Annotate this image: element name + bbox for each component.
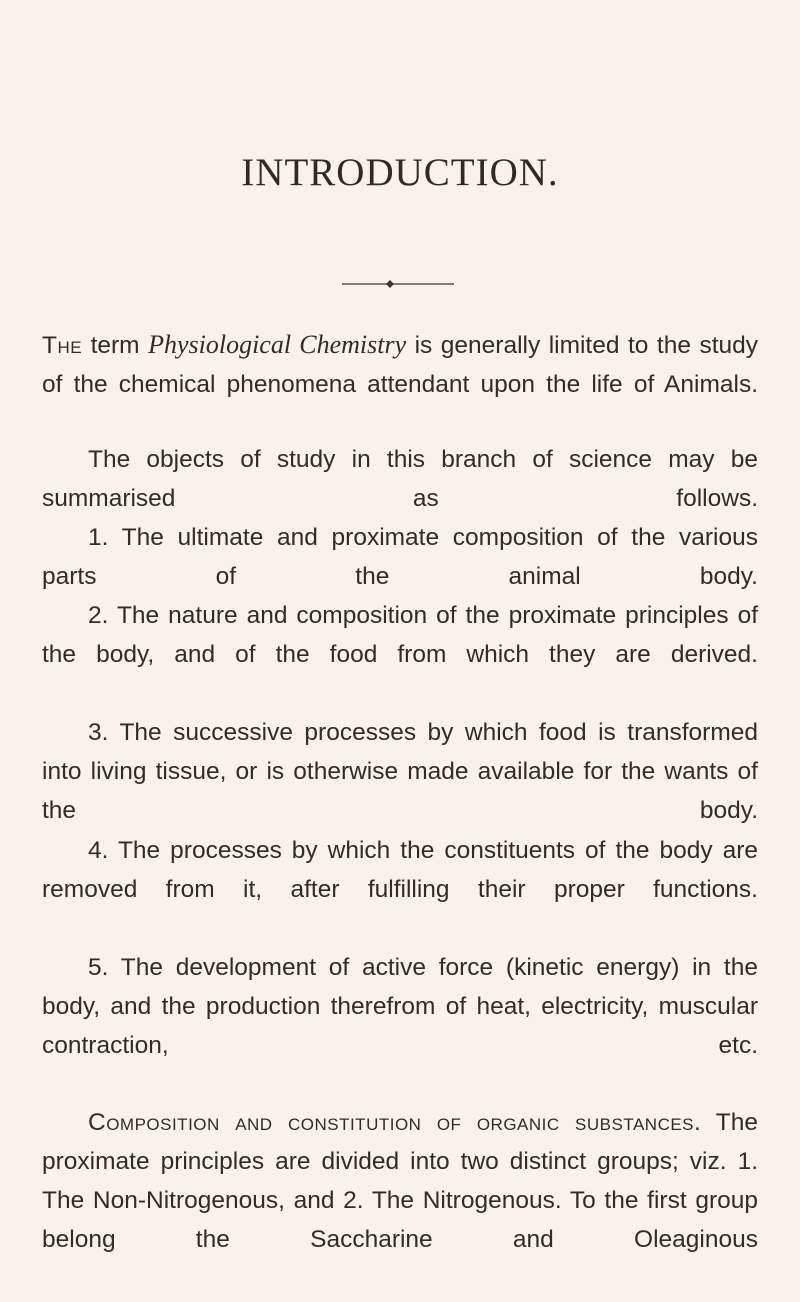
- list-item-3: [42, 713, 758, 830]
- text-segment: term: [82, 332, 149, 359]
- list-item-4: [42, 831, 758, 909]
- list-item-2: [42, 596, 758, 674]
- divider-ornament: [342, 278, 454, 290]
- section-body: The proximate principles are divided into two distinct groups; viz. 1. The Non-Nitrogenous, and 2. The Nitrogenous. To the first group belong the Saccharine and Oleaginous: [42, 1109, 758, 1253]
- page-title: INTRODUCTION.: [241, 151, 559, 194]
- lead-word: The: [42, 332, 83, 359]
- list-item-text: 2. The nature and composition of the proximate principles of the body, and of the food from which they are derived.: [42, 602, 758, 668]
- paragraph-text: The objects of study in this branch of science may be summarised as follows.: [42, 446, 758, 512]
- paragraph-objects: [42, 440, 758, 518]
- term-italic: Physiological Chemistry: [148, 330, 407, 359]
- list-item-text: 1. The ultimate and proximate composition of the various parts of the animal body.: [42, 524, 758, 590]
- section-heading: Composition and constitution of organic substances.: [88, 1109, 702, 1136]
- paragraph-composition: [42, 1103, 758, 1259]
- text-segment: is generally limited to the study of the chemical phenomena attendant upon the life of Animals.: [42, 332, 759, 398]
- list-item-text: 4. The processes by which the constituents of the body are removed from it, after fulfilling their proper functions.: [42, 837, 758, 903]
- list-item-text: 3. The successive processes by which food is transformed into living tissue, or is otherwise made available for the wants of the body.: [42, 719, 758, 824]
- list-item-text: 5. The development of active force (kinetic energy) in the body, and the production therefrom of heat, electricity, muscular contraction, etc.: [42, 954, 758, 1059]
- list-item-5: [42, 948, 758, 1065]
- list-item-1: [42, 518, 758, 596]
- paragraph-intro: [42, 325, 758, 404]
